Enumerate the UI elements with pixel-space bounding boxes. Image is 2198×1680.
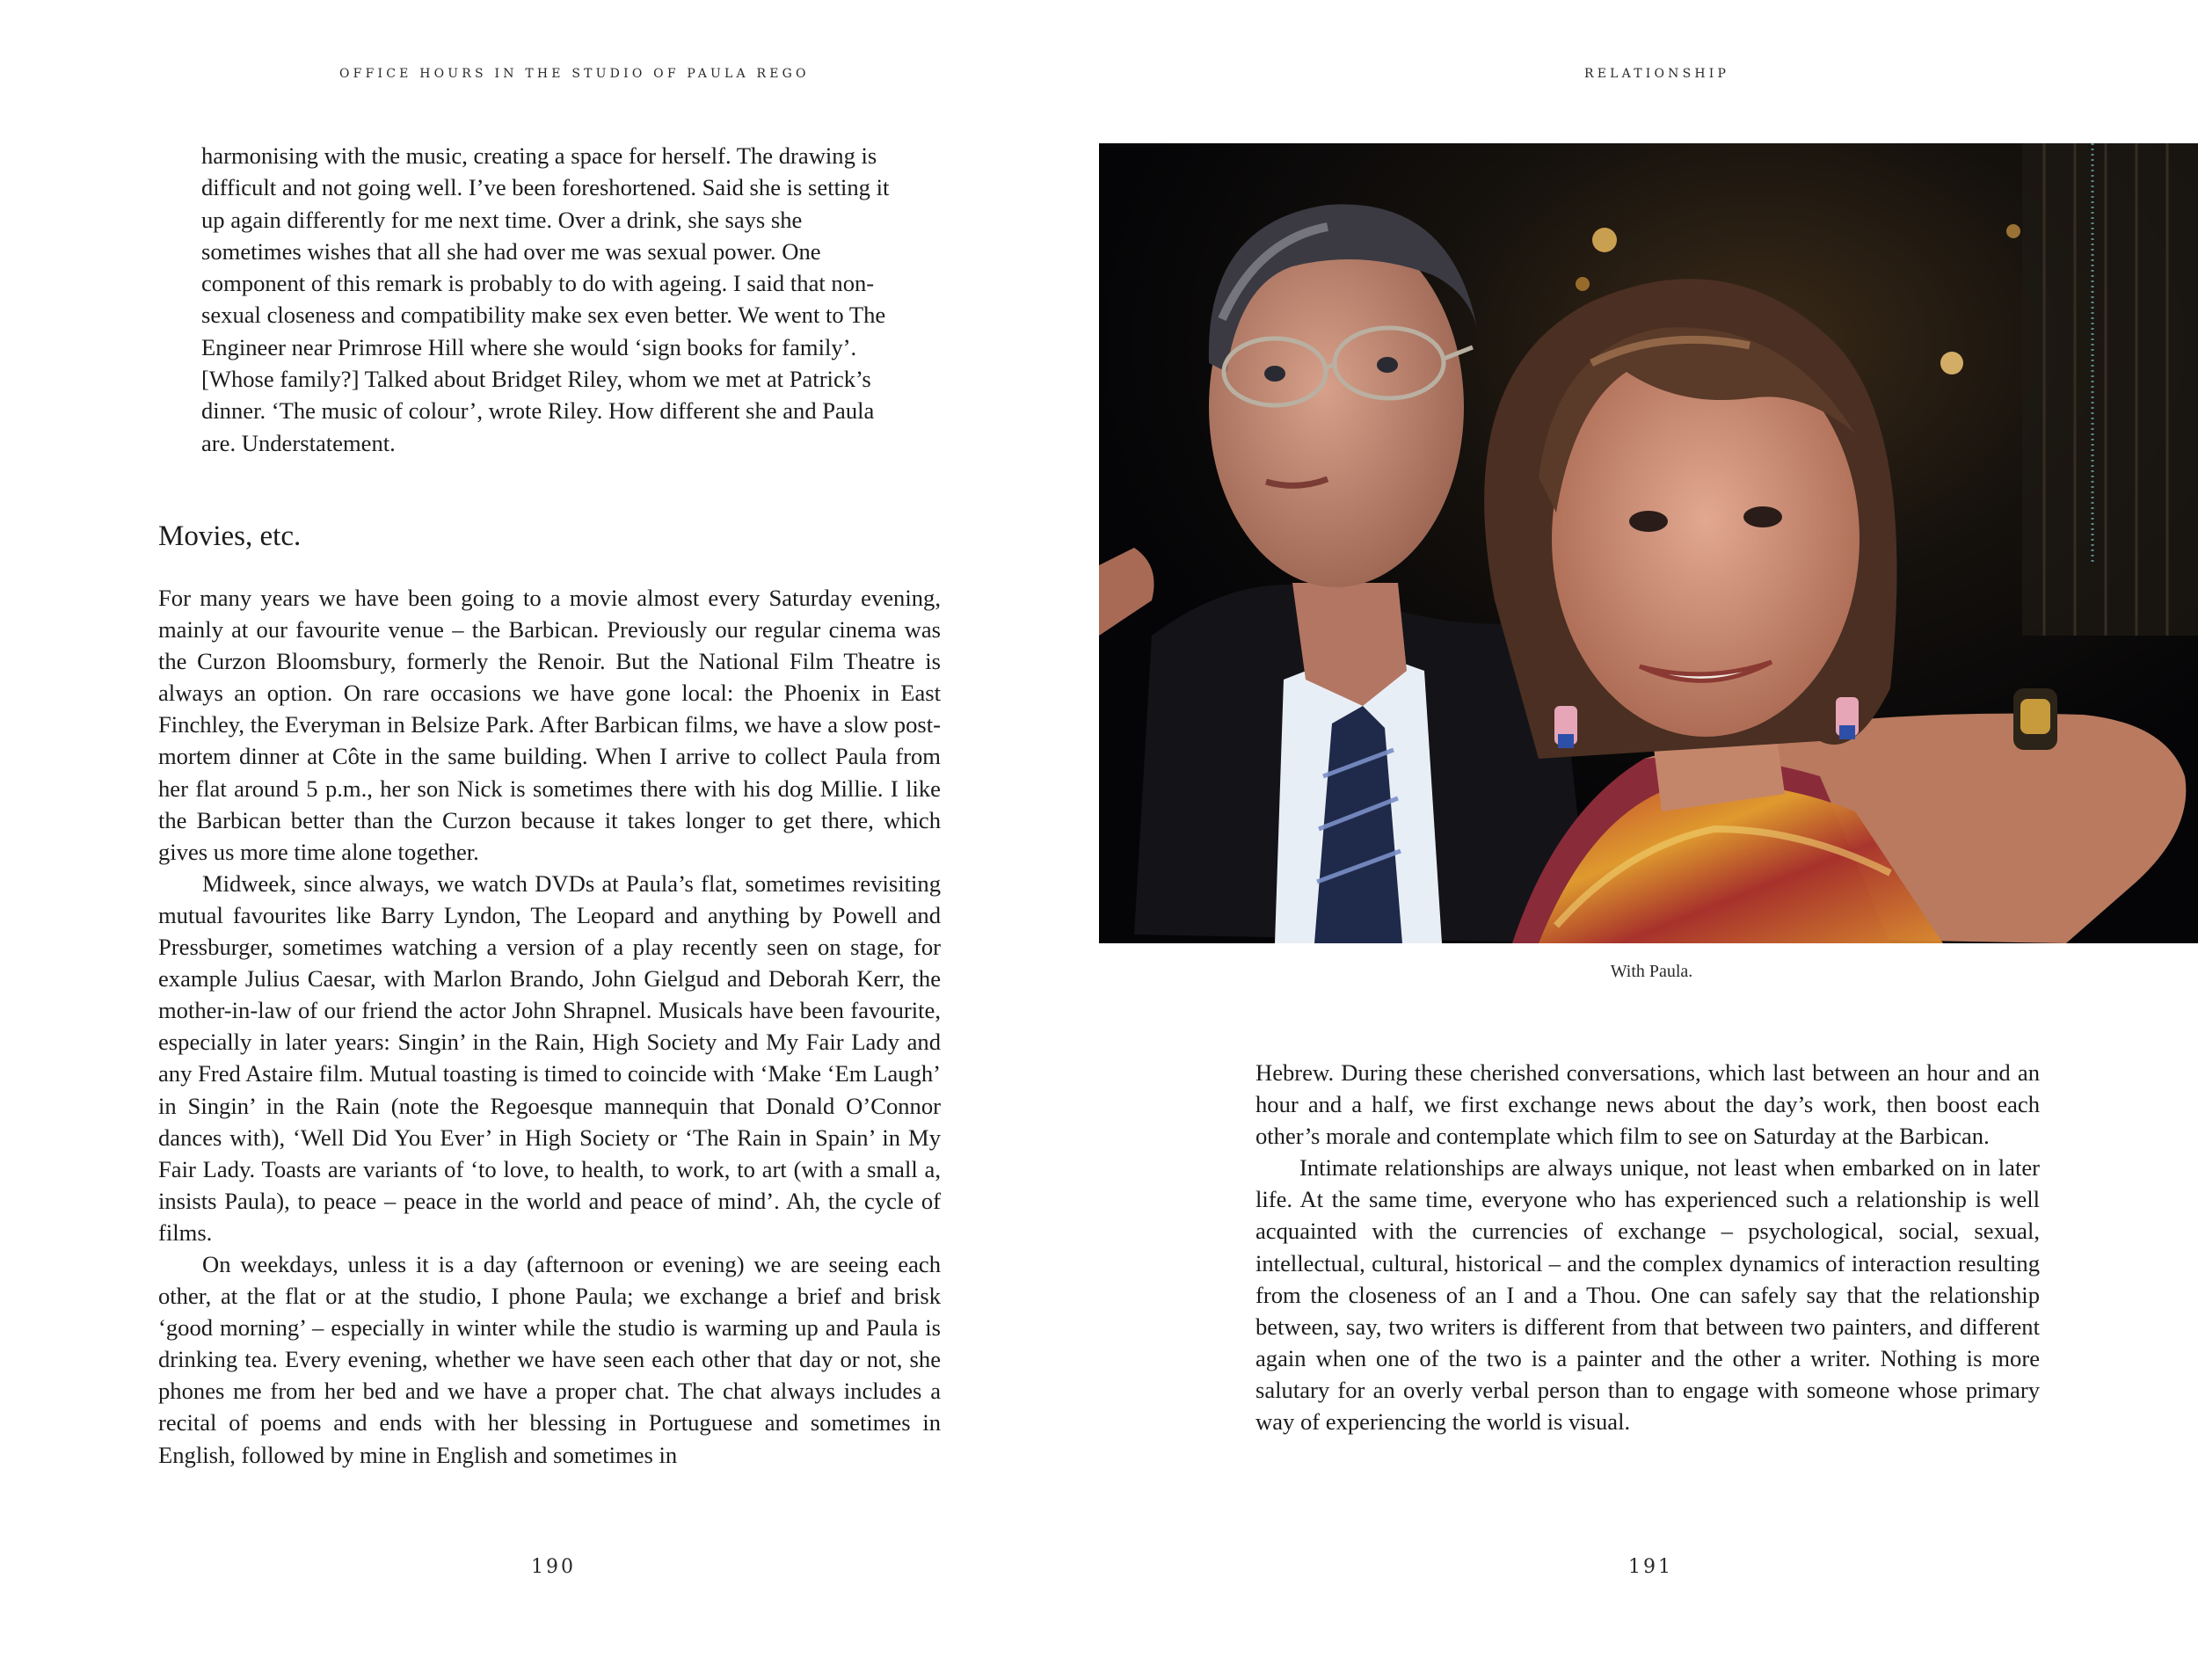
left-body-text <box>158 582 941 1471</box>
paragraph: For many years we have been going to a movie almost every Saturday evening, mainly at our favourite venue – the Barbican. Previously our regular cinema was the Curzon Bloomsbury, formerly the Renoir. But the National Film Theatre is always an option. On rare occasions we have gone local: the Phoenix in East Finchley, the Everyman in Belsize Park. After Barbican films, we have a slow post-mortem dinner at Côte in the same building. When I arrive to collect Paula from her flat around 5 p.m., her son Nick is sometimes there with his dog Millie. I like the Barbican better than the Curzon because it takes longer to get there, which gives us more time alone together. <box>158 585 941 865</box>
running-head-right: RELATIONSHIP <box>1584 67 1730 81</box>
right-body-text <box>1255 1057 2040 1437</box>
paragraph: Intimate relationships are always unique, not least when embarked on in later life. At the same time, everyone who has experienced such a relationship is well acquainted with the currencies of exchange – psychological, social, sexual, intellectual, cultural, historical – and the complex dynamics of interaction resulting from the closeness of an I and a Thou. One can safely say that the relationship between, say, two writers is different from that between two painters, and different again when one of the two is a painter and the other a writer. Nothing is more salutary for an overly verbal person than to engage with someone whose primary way of experiencing the world is visual. <box>1255 1154 2040 1436</box>
paragraph: Midweek, since always, we watch DVDs at Paula’s flat, sometimes revisiting mutual favourites like Barry Lyndon, The Leopard and anything by Powell and Pressburger, sometimes watching a version of a play recently seen on stage, for example Julius Caesar, with Marlon Brando, John Gielgud and Deborah Kerr, the mother-in-law of our friend the actor John Shrapnel. Musicals have been favourite, especially in later years: Singin’ in the Rain, High Society and My Fair Lady and any Fred Astaire film. Mutual toasting is timed to coincide with ‘Make ‘Em Laugh’ in Singin’ in the Rain (note the Regoesque mannequin that Donald O’Connor dances with), ‘Well Did You Ever’ in High Society or ‘The Rain in Spain’ in My Fair Lady. Toasts are variants of ‘to love, to health, to work, to art (with a small a, insists Paula), to peace – peace in the world and peace of mind’. Ah, the cycle of films. <box>158 869 941 1246</box>
photo-caption <box>1099 962 1693 982</box>
indented-excerpt <box>201 140 892 459</box>
paragraph: Hebrew. During these cherished conversations, which last between an hour and an hour and a half, we first exchange news about the day’s work, then boost each other’s morale and contemplate which film to see on Saturday at the Barbican. <box>1255 1059 2040 1150</box>
photograph <box>1099 143 2198 943</box>
page-number-right: 191 <box>1628 1556 1673 1578</box>
right-page <box>1099 0 2198 1680</box>
photo-caption-text: With Paula. <box>1610 962 1693 981</box>
section-heading: Movies, etc. <box>158 520 302 552</box>
page-number-left: 190 <box>531 1556 576 1578</box>
running-head-left: OFFICE HOURS IN THE STUDIO OF PAULA REGO <box>339 67 810 81</box>
photograph-illustration <box>1099 143 2198 943</box>
paragraph: On weekdays, unless it is a day (afternoon or evening) we are seeing each other, at the flat or at the studio, I phone Paula; we exchange a brief and brisk ‘good morning’ – especially in winter while the studio is warming up and Paula is drinking tea. Every evening, whether we have seen each other that day or not, she phones me from her bed and we have a proper chat. The chat always includes a recital of poems and ends with her blessing in Portuguese and sometimes in English, followed by mine in English and sometimes in <box>158 1250 941 1468</box>
excerpt-text: harmonising with the music, creating a space for herself. The drawing is difficult and not going well. I’ve been foreshortened. Said she is setting it up again differently for me next time. Over a drink, she says she sometimes wishes that all she had over me was sexual power. One component of this remark is probably to do with ageing. I said that non-sexual closeness and compatibility make sex even better. We went to The Engineer near Primrose Hill where she would ‘sign books for family’. [Whose family?] Talked about Bridget Riley, whom we met at Patrick’s dinner. ‘The music of colour’, wrote Riley. How different she and Paula are. Understatement. <box>201 142 890 456</box>
